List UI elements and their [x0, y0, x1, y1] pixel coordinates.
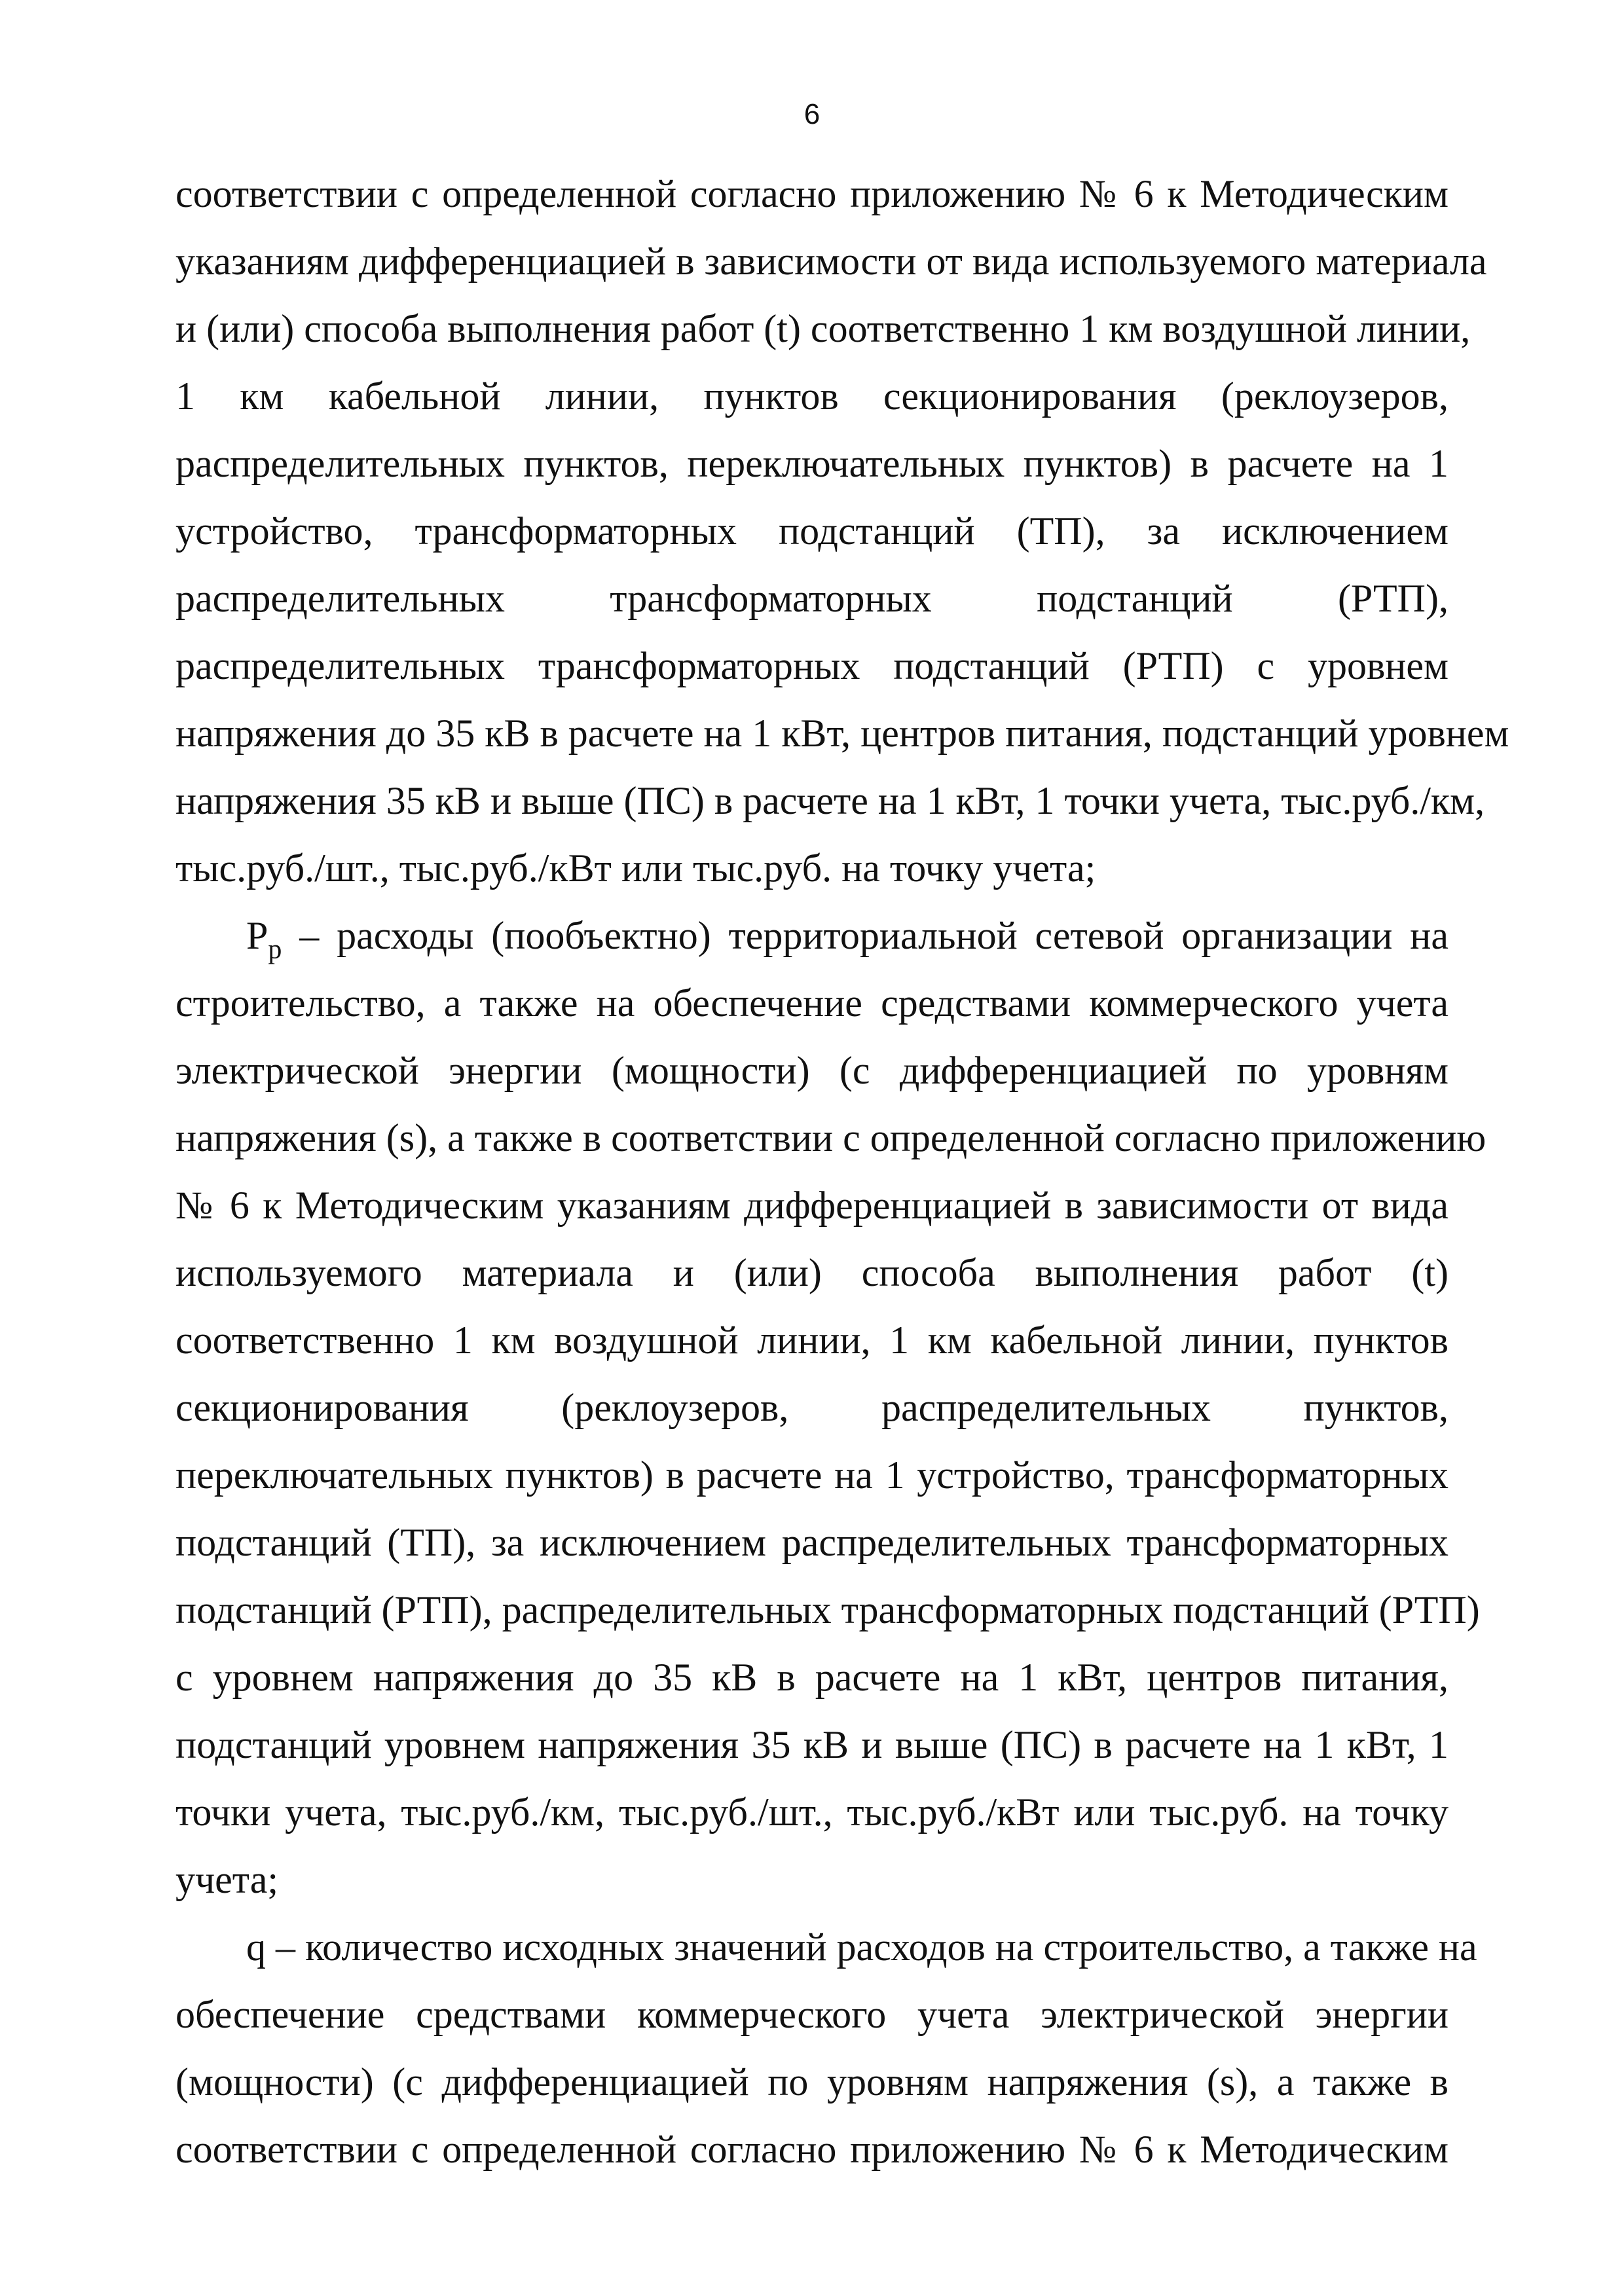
text-line: тыс.руб./шт., тыс.руб./кВт или тыс.руб. на точку учета;	[175, 847, 1096, 890]
text-line: используемого материала и (или) способа выполнения работ (t)	[175, 1251, 1449, 1294]
text-line: секционирования (реклоузеров, распределительных пунктов,	[175, 1386, 1449, 1429]
document-body	[175, 160, 1509, 2183]
text-line: подстанций уровнем напряжения 35 кВ и выше (ПС) в расчете на 1 кВт, 1	[175, 1723, 1449, 1766]
text-line: распределительных пунктов, переключательных пунктов) в расчете на 1	[175, 442, 1449, 485]
text-line: напряжения (s), а также в соответствии с определенной согласно приложению	[175, 1116, 1486, 1159]
variable-symbol: P	[246, 914, 268, 957]
text-line: напряжения до 35 кВ в расчете на 1 кВт, центров питания, подстанций уровнем	[175, 712, 1509, 755]
text-line: соответствии с определенной согласно приложению № 6 к Методическим	[175, 172, 1449, 215]
text-line: и (или) способа выполнения работ (t) соответственно 1 км воздушной линии,	[175, 307, 1471, 350]
variable-subscript: p	[268, 934, 282, 965]
text-line: строительство, а также на обеспечение средствами коммерческого учета	[175, 981, 1449, 1025]
text-line: устройство, трансформаторных подстанций (ТП), за исключением	[175, 509, 1449, 553]
page-number: 6	[803, 98, 821, 130]
text-line: электрической энергии (мощности) (с дифференциацией по уровням	[175, 1049, 1449, 1092]
text-line: соответственно 1 км воздушной линии, 1 км кабельной линии, пунктов	[175, 1319, 1449, 1362]
text-line: (мощности) (с дифференциацией по уровням напряжения (s), а также в	[175, 2060, 1449, 2104]
text-line: с уровнем напряжения до 35 кВ в расчете на 1 кВт, центров питания,	[175, 1656, 1449, 1699]
text-line: № 6 к Методическим указаниям дифференциацией в зависимости от вида	[175, 1184, 1449, 1227]
text-line: подстанций (ТП), за исключением распределительных трансформаторных	[175, 1521, 1449, 1564]
text-line: обеспечение средствами коммерческого учета электрической энергии	[175, 1993, 1449, 2036]
text-line: распределительных трансформаторных подстанций (РТП) с уровнем	[175, 644, 1449, 687]
text-line: напряжения 35 кВ и выше (ПС) в расчете на 1 кВт, 1 точки учета, тыс.руб./км,	[175, 779, 1485, 822]
text-line: соответствии с определенной согласно приложению № 6 к Методическим	[175, 2128, 1449, 2171]
text-line: учета;	[175, 1858, 279, 1901]
text-line: точки учета, тыс.руб./км, тыс.руб./шт., тыс.руб./кВт или тыс.руб. на точку	[175, 1791, 1449, 1834]
text-line: 1 км кабельной линии, пунктов секционирования (реклоузеров,	[175, 374, 1449, 418]
text-line: переключательных пунктов) в расчете на 1 устройство, трансформаторных	[175, 1453, 1449, 1497]
text-line: распределительных трансформаторных подстанций (РТП),	[175, 577, 1449, 620]
text-line: указаниям дифференциацией в зависимости от вида используемого материала	[175, 240, 1487, 283]
text-line-rest: – расходы (пообъектно) территориальной сетевой организации на	[282, 914, 1449, 957]
text-line: q – количество исходных значений расходов на строительство, а также на	[246, 1925, 1477, 1969]
text-line: подстанций (РТП), распределительных трансформаторных подстанций (РТП)	[175, 1588, 1480, 1631]
text-line	[175, 902, 1449, 970]
